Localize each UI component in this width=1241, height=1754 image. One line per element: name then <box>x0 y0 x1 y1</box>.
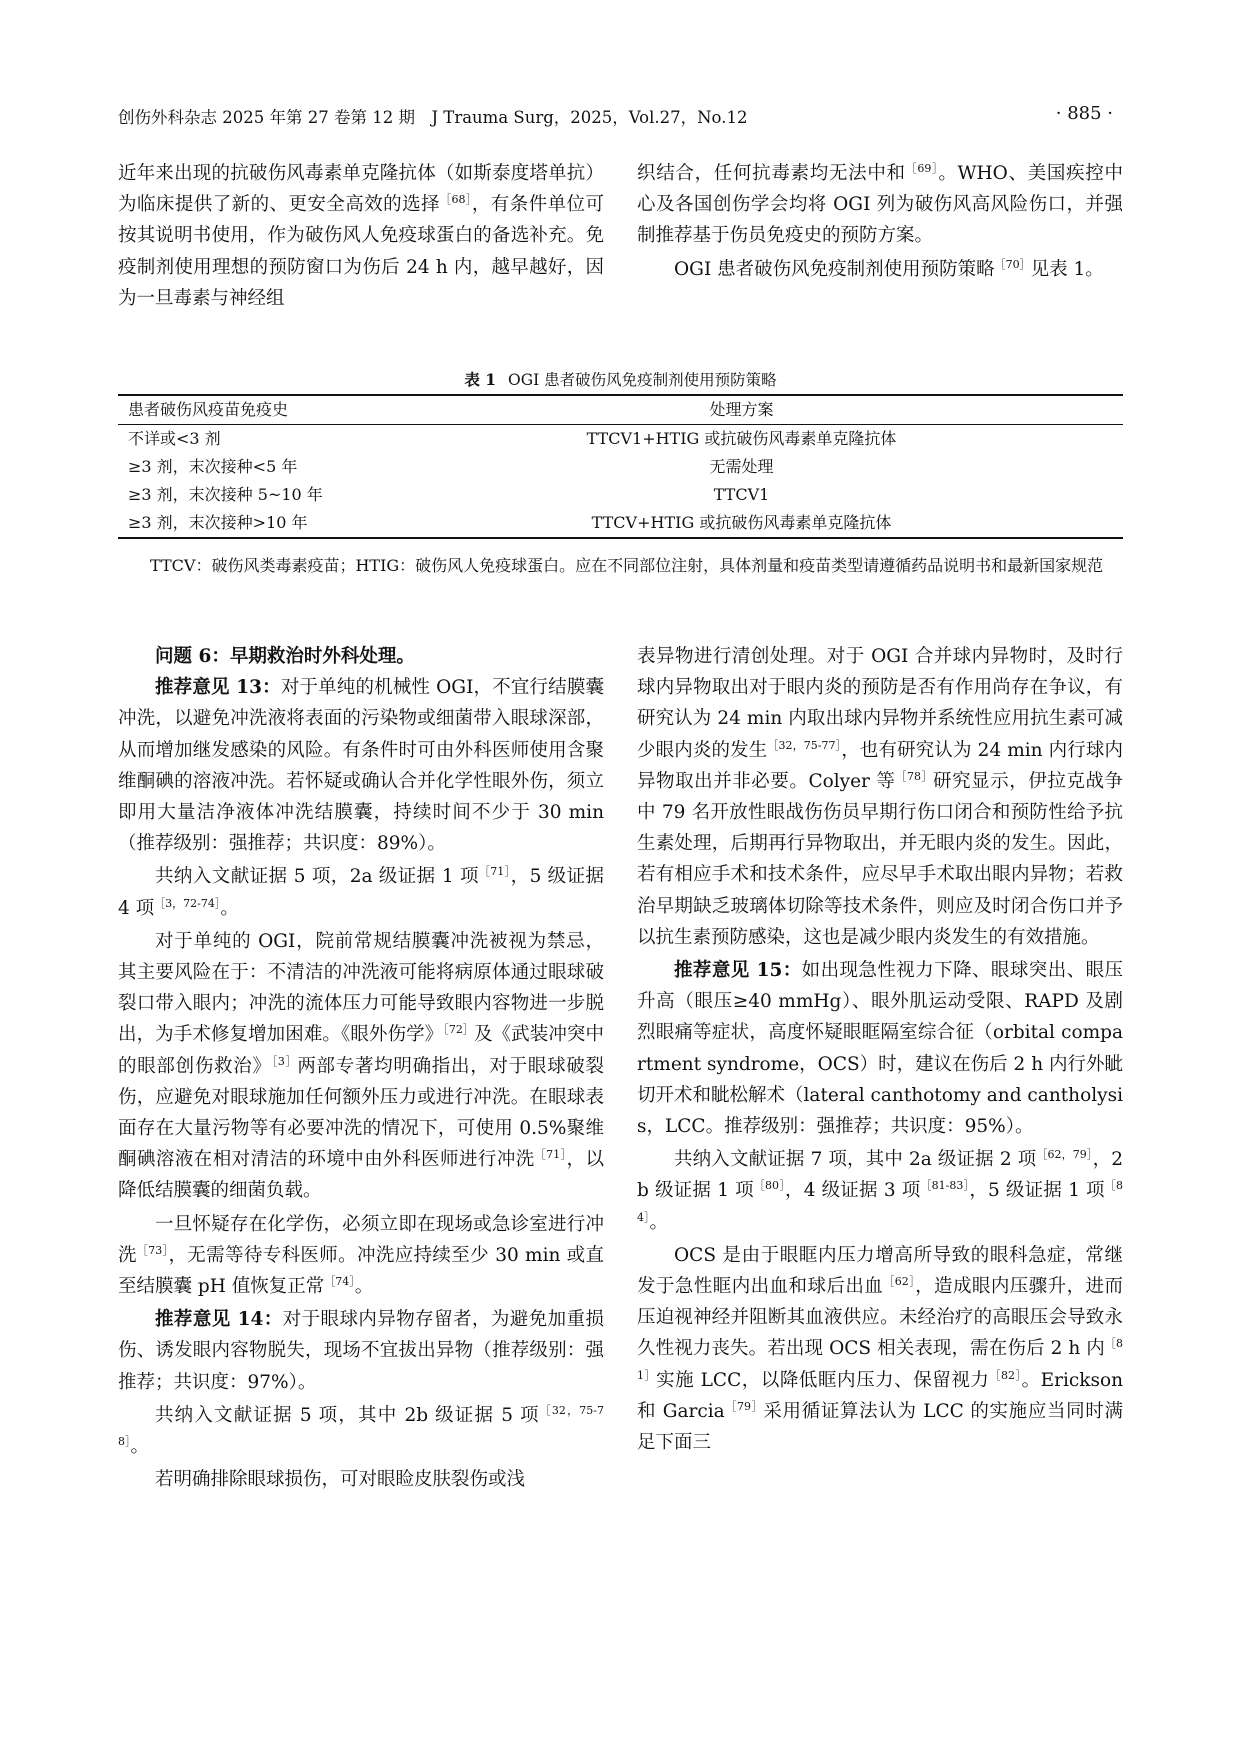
paragraph <box>118 672 604 859</box>
text-run: ，造成眼内压骤升，进而压迫视神经并阻断其血液供应。未经治疗的高眼压会导致永久性视力丧失。若出现 OCS 相关表现，需在伤后 2 h 内 <box>637 1276 1123 1360</box>
page-number: · 885 · <box>1055 103 1113 124</box>
cell-plan: TTCV1+HTIG 或抗破伤风毒素单克隆抗体 <box>586 429 897 448</box>
recommendation-label: 推荐意见 14： <box>155 1309 283 1331</box>
text-run: 。 <box>220 897 239 919</box>
cell-history: 不详或<3 剂 <box>128 429 221 448</box>
paragraph <box>118 1464 604 1495</box>
paragraph <box>118 926 604 1207</box>
text-run: ，4 级证据 3 项 <box>784 1180 921 1202</box>
table-row <box>118 453 1123 481</box>
citation: ［32，75-77］ <box>767 738 842 752</box>
cell-history: ≥3 剂，末次接种 5~10 年 <box>128 485 323 504</box>
lower-left-paragraphs <box>118 672 604 1495</box>
text-run: ，无需等待专科医师。冲洗应持续至少 30 min 或直至结膜囊 pH 值恢复正常 <box>118 1244 604 1298</box>
text-run: 对于眼球内异物存留者，为避免加重损伤、诱发眼内容物脱失，现场不宜拔出异物（推荐级别：强推荐；共识度：97%）。 <box>118 1309 604 1393</box>
text-run: 一旦怀疑存在化学伤，必须立即在现场或急诊室进行冲洗 <box>118 1213 604 1266</box>
text-run: OGI 患者破伤风免疫制剂使用预防策略 <box>674 258 995 280</box>
text-run: 如出现急性视力下降、眼球突出、眼压升高（眼压≥40 mmHg）、眼外肌运动受限、RAPD 及剧烈眼痛等症状，高度怀疑眼眶隔室综合征（orbital compartment syndrome，OCS）时，建议在伤后 2 h 内行外眦切开术和眦松解术（lateral canthotomy and cantholysis，LCC。推荐级别：强推荐；共识度：95%）。 <box>637 960 1123 1138</box>
cell-history: ≥3 剂，末次接种>10 年 <box>128 513 308 532</box>
table-caption <box>0 368 1241 390</box>
cell-plan: TTCV+HTIG 或抗破伤风毒素单克隆抗体 <box>591 513 892 532</box>
citation: ［69］ <box>905 161 939 175</box>
column-header-history: 患者破伤风疫苗免疫史 <box>128 400 289 419</box>
paragraph <box>118 158 604 314</box>
text-run: 。 <box>354 1276 374 1298</box>
prevention-strategy-table <box>118 394 1123 539</box>
citation: ［32，75-78］ <box>118 1403 604 1448</box>
column-header-plan: 处理方案 <box>709 400 774 419</box>
paragraph <box>118 1209 604 1303</box>
text-run: 采用循证算法认为 LCC 的实施应当同时满足下面三 <box>637 1400 1124 1454</box>
cell-history: ≥3 剂，末次接种<5 年 <box>128 457 298 476</box>
table-row <box>118 481 1123 509</box>
table-footnote: TTCV：破伤风类毒素疫苗；HTIG：破伤风人免疫球蛋白。应在不同部位注射，具体剂量和疫苗类型请遵循药品说明书和最新国家规范 <box>150 556 1104 575</box>
citation: ［81-83］ <box>920 1179 970 1193</box>
paragraph <box>637 641 1123 953</box>
table-header-row <box>118 396 1123 425</box>
citation: ［79］ <box>724 1399 764 1413</box>
running-header: 创伤外科杂志 2025 年第 27 卷第 12 期 J Trauma Surg，2025，Vol.27，No.12 <box>118 108 748 127</box>
table-row <box>118 425 1123 453</box>
text-run: 织结合，任何抗毒素均无法中和 <box>637 163 906 184</box>
paragraph <box>637 1240 1123 1458</box>
section-heading: 问题 6：早期救治时外科处理。 <box>155 646 415 667</box>
paragraph <box>637 254 1123 285</box>
paragraph <box>637 158 1123 252</box>
text-run: 。WHO、美国疾控中心及各国创伤学会均将 OGI 列为破伤风高风险伤口，并强制推荐基于伤员免疫史的预防方案。 <box>637 163 1123 247</box>
paragraph <box>118 1304 604 1398</box>
citation: ［72］ <box>443 1023 474 1037</box>
text-run: ，2b 级证据 1 项 <box>637 1149 1123 1202</box>
citation: ［84］ <box>637 1179 1124 1224</box>
text-run: 近年来出现的抗破伤风毒素单克隆抗体（如斯泰度塔单抗）为临床提供了新的、更安全高效的选择 <box>118 163 604 216</box>
recommendation-label: 推荐意见 13： <box>155 677 281 699</box>
cell-plan: 无需处理 <box>709 457 774 476</box>
text-run: 共纳入文献证据 7 项，其中 2a 级证据 2 项 <box>674 1149 1037 1171</box>
cell-plan: TTCV1 <box>713 485 770 504</box>
citation: ［73］ <box>136 1243 169 1257</box>
text-run: 。 <box>649 1211 669 1233</box>
text-run: 表异物进行清创处理。对于 OGI 合并球内异物时，及时行球内异物取出对于眼内炎的预防是否有作用尚存在争议，有研究认为 24 min 内取出球内异物并系统性应用抗生素可减少眼内炎的发生 <box>637 646 1123 761</box>
citation: ［68］ <box>440 193 472 207</box>
lower-right-column <box>637 641 1123 1460</box>
text-run: 对于单纯的 OGI，院前常规结膜囊冲洗被视为禁忌，其主要风险在于：不清洁的冲洗液可能将病原体通过眼球破裂口带入眼内；冲洗的流体压力可能导致眼内容物进一步脱出，为手术修复增加困难。《眼外伤学》 <box>118 930 604 1046</box>
text-run: 。 <box>130 1436 150 1458</box>
paragraph <box>637 955 1123 1142</box>
recommendation-label: 推荐意见 15： <box>674 960 802 982</box>
citation: ［78］ <box>895 769 934 783</box>
citation: ［62，79］ <box>1036 1148 1093 1162</box>
text-run: 见表 1。 <box>1030 258 1104 280</box>
citation: ［71］ <box>534 1148 567 1162</box>
paragraph <box>118 1400 604 1462</box>
paragraph <box>637 1144 1123 1238</box>
text-run: ，以降低结膜囊的细菌负载。 <box>118 1149 604 1202</box>
citation: ［81］ <box>637 1337 1124 1382</box>
table-body <box>118 425 1123 537</box>
text-run: OCS 是由于眼眶内压力增高所导致的眼科急症，常继发于急性眶内出血和球后出血 <box>637 1244 1123 1298</box>
table-title: OGI 患者破伤风免疫制剂使用预防策略 <box>508 371 777 389</box>
text-run: 实施 LCC，以降低眶内压力、保留视力 <box>656 1369 990 1391</box>
upper-right-column <box>637 158 1123 287</box>
text-run: 对于单纯的机械性 OGI，不宜行结膜囊冲洗，以避免冲洗液将表面的污染物或细菌带入眼球深部，从而增加继发感染的风险。有条件时可由外科医师使用含聚维酮碘的溶液冲洗。若怀疑或确认合并化学性眼外伤，须立即用大量洁净液体冲洗结膜囊，持续时间不少于 30 min（推荐级别：强推荐；共识度：89%）。 <box>118 677 605 855</box>
table-label: 表 1 <box>464 370 497 389</box>
citation: ［74］ <box>324 1274 355 1288</box>
upper-left-column <box>118 158 604 316</box>
text-run: ，5 级证据 1 项 <box>969 1180 1105 1202</box>
text-run: 共纳入文献证据 5 项，2a 级证据 1 项 <box>155 866 479 888</box>
text-run: 两部专著均明确指出，对于眼球破裂伤，应避免对眼球施加任何额外压力或进行冲洗。在眼球表面存在大量污物等有必要冲洗的情况下，可使用 0.5%聚维酮碘溶液在相对清洁的环境中由外科医师进行冲洗 <box>118 1055 604 1171</box>
text-run: 若明确排除眼球损伤，可对眼睑皮肤裂伤或浅 <box>155 1469 526 1491</box>
citation: ［3］ <box>271 1054 298 1068</box>
citation: ［70］ <box>994 257 1031 271</box>
citation: ［62］ <box>883 1274 916 1288</box>
text-run: 共纳入文献证据 5 项，其中 2b 级证据 5 项 <box>155 1404 540 1426</box>
citation: ［82］ <box>989 1368 1022 1382</box>
text-run: 及《武装冲突中的眼部创伤救治》 <box>118 1024 604 1077</box>
text-run: ，有条件单位可按其说明书使用，作为破伤风人免疫球蛋白的备选补充。免疫制剂使用理想的预防窗口为伤后 24 h 内，越早越好，因为一旦毒素与神经组 <box>118 194 604 309</box>
text-run: ，也有研究认为 24 min 内行球内异物取出并非必要。Colyer 等 <box>637 739 1123 792</box>
table-row <box>118 509 1123 537</box>
text-run: 研究显示，伊拉克战争中 79 名开放性眼战伤伤员早期行伤口闭合和预防性给予抗生素处理，后期再行异物取出，并无眼内炎的发生。因此，若有相应手术和技术条件，应尽早手术取出眼内异物；若救治早期缺乏玻璃体切除等技术条件，则应及时闭合伤口并予以抗生素预防感染，这也是减少眼内炎发生的有效措施。 <box>637 770 1123 948</box>
text-run: ，5 级证据 4 项 <box>118 866 605 919</box>
citation: ［71］ <box>478 865 511 879</box>
paragraph <box>118 861 604 923</box>
citation: ［80］ <box>753 1179 785 1193</box>
lower-left-column <box>118 641 604 1497</box>
citation: ［3，72-74］ <box>154 896 221 910</box>
text-run: 。Erickson 和 Garcia <box>637 1369 1124 1422</box>
